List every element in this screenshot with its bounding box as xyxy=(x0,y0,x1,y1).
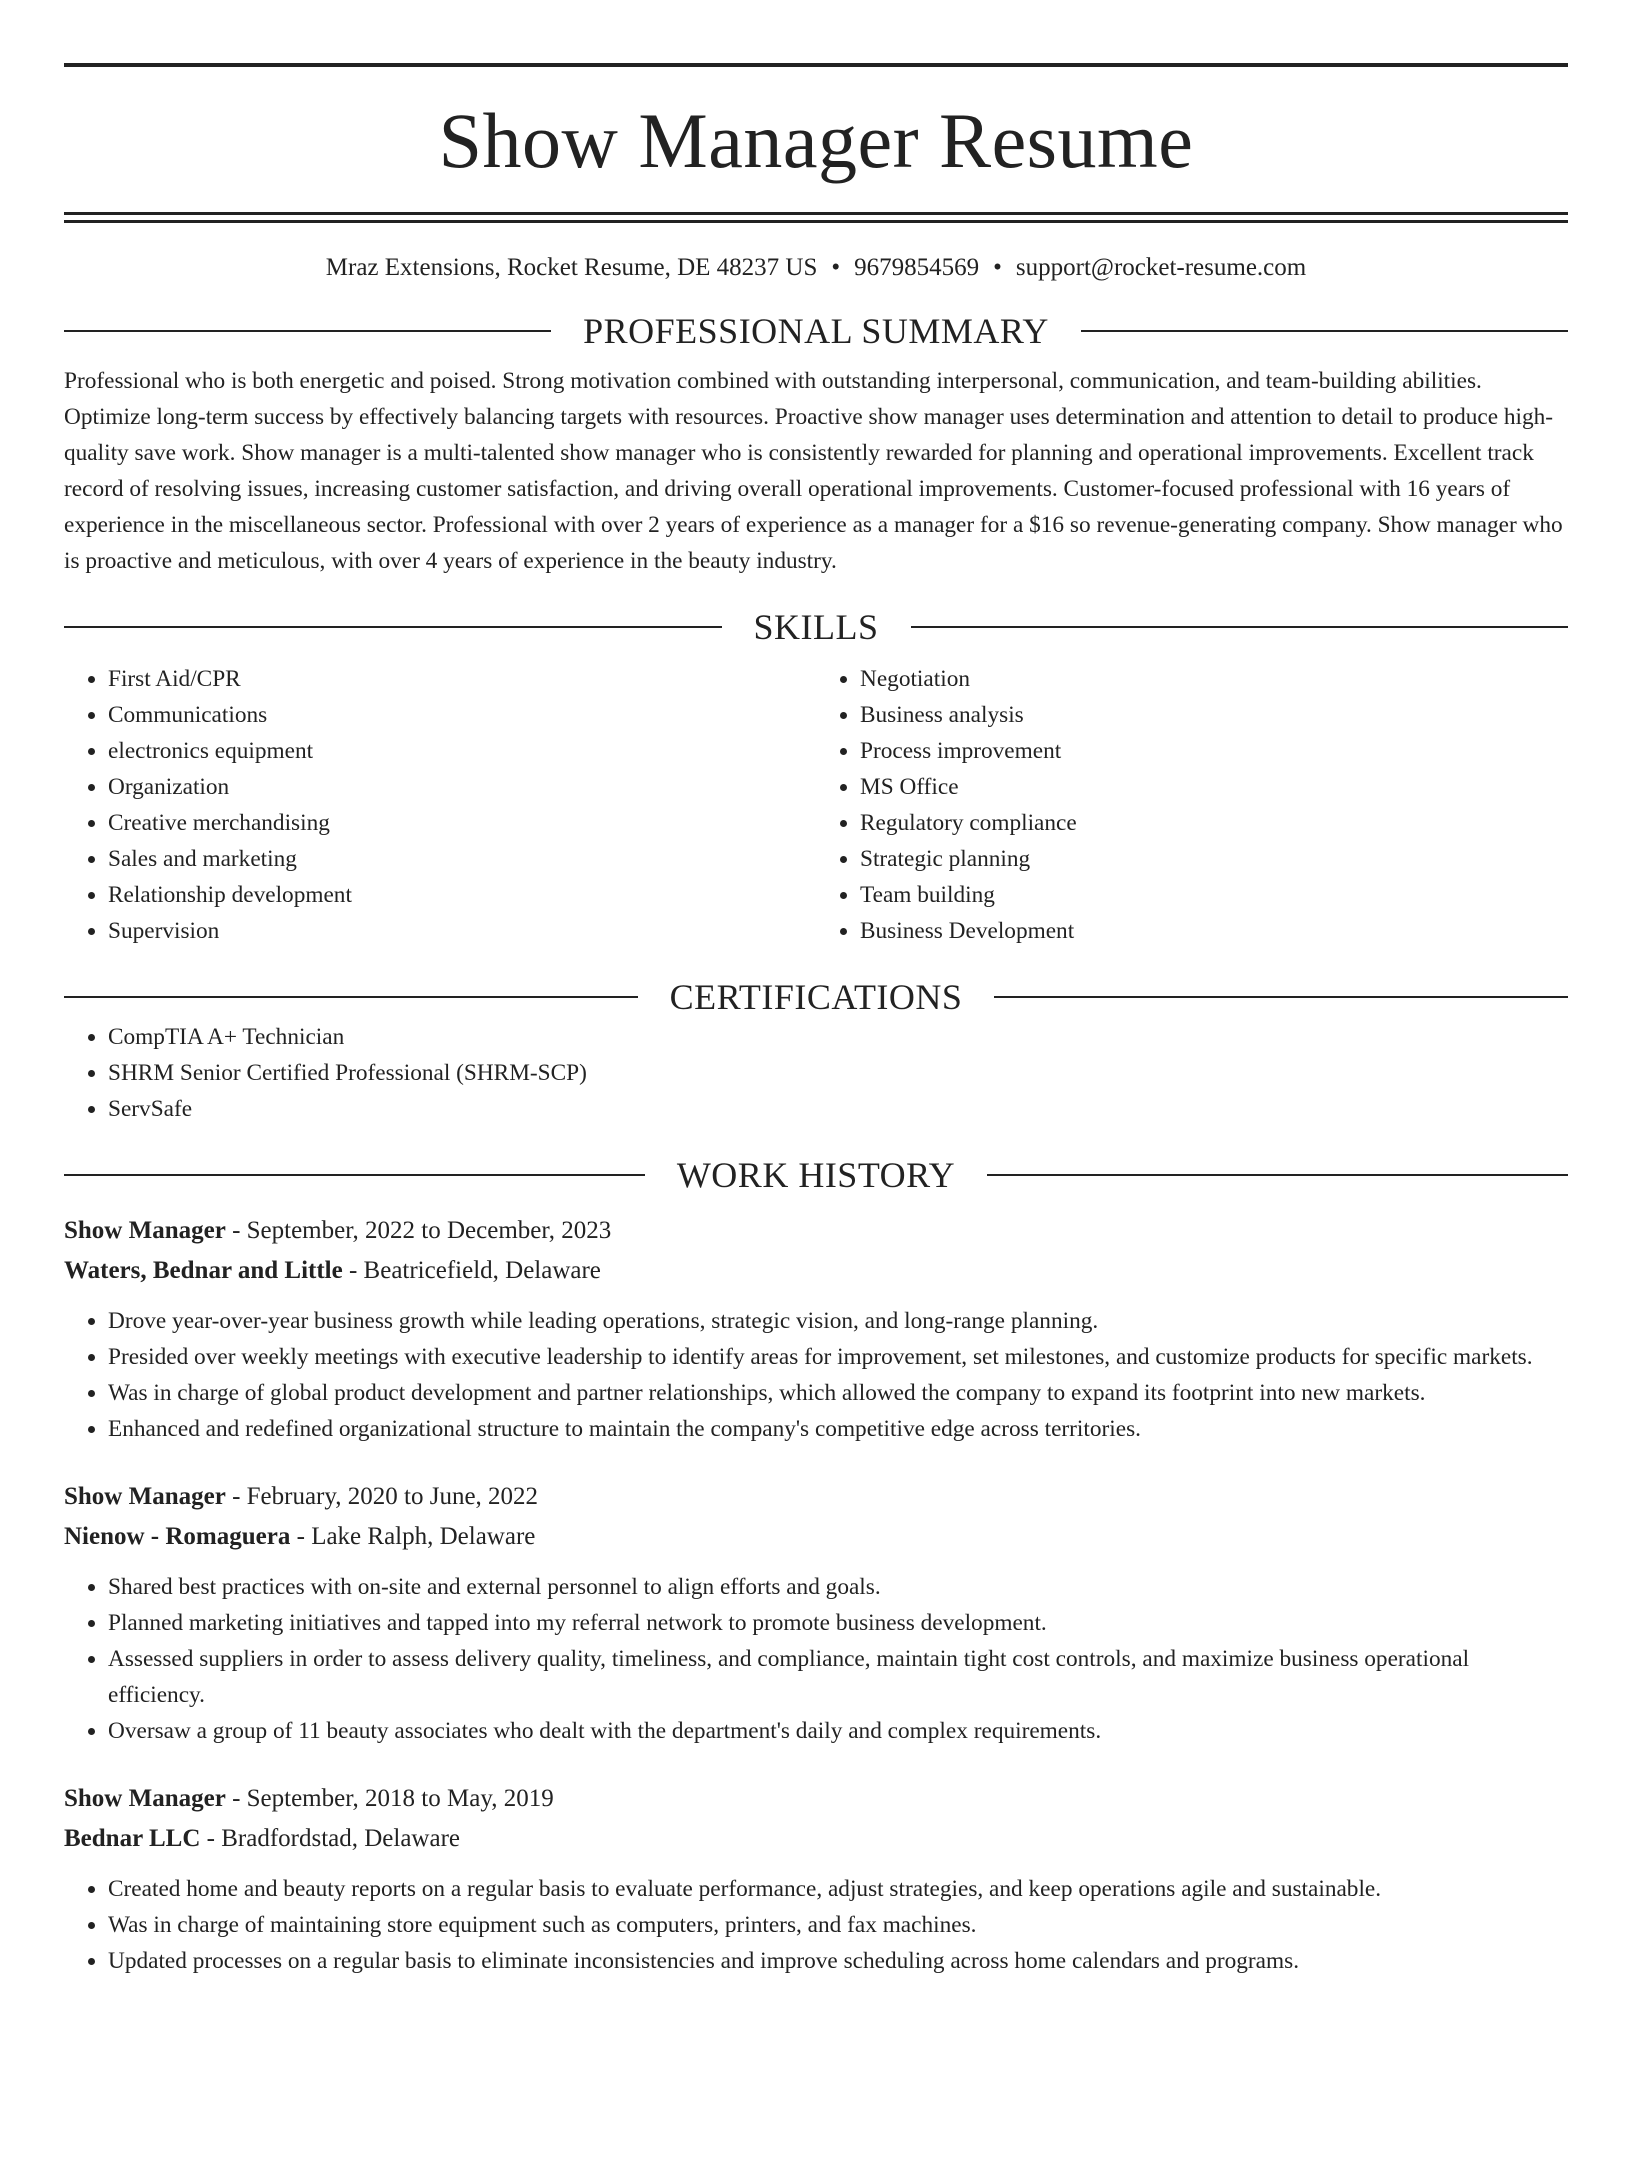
title-double-rule xyxy=(64,212,1568,223)
skill-item: • Team building xyxy=(860,877,1568,913)
skill-item: • Creative merchandising xyxy=(108,805,816,841)
skills-columns xyxy=(64,661,1568,949)
job-bullet: • Oversaw a group of 11 beauty associates who dealt with the department's daily and complex requirements. xyxy=(108,1713,1568,1749)
skills-list-left xyxy=(64,661,816,949)
job-location: Beatricefield, Delaware xyxy=(363,1257,601,1284)
job-bullet: • Enhanced and redefined organizational structure to maintain the company's competitive edge across territories. xyxy=(108,1411,1568,1447)
section-header-certifications xyxy=(64,975,1568,1019)
skill-item: • First Aid/CPR xyxy=(108,661,816,697)
skill-item: • Regulatory compliance xyxy=(860,805,1568,841)
divider xyxy=(1081,330,1568,332)
top-rule xyxy=(64,63,1568,67)
job-location: Bradfordstad, Delaware xyxy=(221,1825,461,1852)
job-company-line: Waters, Bednar and Little - Beatricefield, Delaware xyxy=(64,1257,601,1284)
job-bullet: • Presided over weekly meetings with executive leadership to identify areas for improvement, set milestones, and customize products for specific markets. xyxy=(108,1339,1568,1375)
contact-address: Mraz Extensions, Rocket Resume, DE 48237 US xyxy=(325,254,818,281)
skills-list-right xyxy=(816,661,1568,949)
job-company: Nienow - Romaguera xyxy=(64,1523,291,1550)
resume-page xyxy=(0,63,1632,2175)
skill-item: • Supervision xyxy=(108,913,816,949)
job-company-line: Nienow - Romaguera - Lake Ralph, Delaware xyxy=(64,1523,536,1550)
summary-text: Professional who is both energetic and poised. Strong motivation combined with outstanding interpersonal, communication, and team-building abilities. Optimize long-term success by effectively balancing targets with resources. Proactive show manager uses determination and attention to detail to produce high-quality save work. Show manager is a multi-talented show manager who is consistently rewarded for planning and operational improvements. Excellent track record of resolving issues, increasing customer satisfaction, and driving overall operational improvements. Customer-focused professional with 16 years of experience in the miscellaneous sector. Professional with over 2 years of experience as a manager for a $16 so revenue-generating company. Show manager who is proactive and meticulous, with over 4 years of experience in the beauty industry. xyxy=(64,368,1563,574)
section-header-skills xyxy=(64,605,1568,649)
section-header-summary xyxy=(64,309,1568,353)
section-title-certifications: CERTIFICATIONS xyxy=(669,977,963,1017)
section-title-work-history: WORK HISTORY xyxy=(676,1155,956,1195)
skill-item: • Organization xyxy=(108,769,816,805)
section-title-summary: PROFESSIONAL SUMMARY xyxy=(583,311,1049,351)
skill-item: • electronics equipment xyxy=(108,733,816,769)
page-title: Show Manager Resume xyxy=(438,97,1194,184)
divider xyxy=(911,626,1569,628)
job-title-line: Show Manager - February, 2020 to June, 2022 xyxy=(64,1483,539,1510)
divider xyxy=(994,996,1568,998)
skill-item: • Business Development xyxy=(860,913,1568,949)
job-company-line: Bednar LLC - Bradfordstad, Delaware xyxy=(64,1825,461,1852)
job-bullet: • Was in charge of maintaining store equipment such as computers, printers, and fax machines. xyxy=(108,1907,1568,1943)
certification-item: • ServSafe xyxy=(108,1091,1568,1127)
job-bullet: • Drove year-over-year business growth while leading operations, strategic vision, and long-range planning. xyxy=(108,1303,1568,1339)
job-bullets xyxy=(64,1303,1568,1447)
divider xyxy=(987,1174,1568,1176)
job-company: Bednar LLC xyxy=(64,1825,201,1852)
skill-item: • Strategic planning xyxy=(860,841,1568,877)
job-title-line: Show Manager - September, 2018 to May, 2019 xyxy=(64,1785,554,1812)
job-bullet: • Planned marketing initiatives and tapped into my referral network to promote business development. xyxy=(108,1605,1568,1641)
job-bullet: • Was in charge of global product development and partner relationships, which allowed the company to expand its footprint into new markets. xyxy=(108,1375,1568,1411)
job-title: Show Manager xyxy=(64,1785,226,1812)
contact-email: support@rocket-resume.com xyxy=(1015,254,1307,281)
job-entry xyxy=(64,1779,1568,1979)
job-dates: September, 2022 to December, 2023 xyxy=(246,1217,612,1244)
divider xyxy=(64,626,722,628)
skill-item: • Communications xyxy=(108,697,816,733)
skill-item: • MS Office xyxy=(860,769,1568,805)
skill-item: • Negotiation xyxy=(860,661,1568,697)
contact-separator: • xyxy=(993,254,1002,281)
certification-item: • CompTIA A+ Technician xyxy=(108,1019,1568,1055)
job-bullet: • Updated processes on a regular basis to eliminate inconsistencies and improve scheduling across home calendars and programs. xyxy=(108,1943,1568,1979)
job-title: Show Manager xyxy=(64,1217,226,1244)
certification-item: • SHRM Senior Certified Professional (SHRM-SCP) xyxy=(108,1055,1568,1091)
job-dates: February, 2020 to June, 2022 xyxy=(246,1483,539,1510)
skill-item: • Business analysis xyxy=(860,697,1568,733)
job-bullet: • Shared best practices with on-site and external personnel to align efforts and goals. xyxy=(108,1569,1568,1605)
skill-item: • Relationship development xyxy=(108,877,816,913)
job-title-line: Show Manager - September, 2022 to December, 2023 xyxy=(64,1217,612,1244)
job-entry xyxy=(64,1211,1568,1447)
job-bullet: • Created home and beauty reports on a regular basis to evaluate performance, adjust strategies, and keep operations agile and sustainable. xyxy=(108,1871,1568,1907)
divider xyxy=(64,330,551,332)
contact-phone: 9679854569 xyxy=(854,254,980,281)
job-dates: September, 2018 to May, 2019 xyxy=(246,1785,554,1812)
contact-separator: • xyxy=(831,254,841,281)
job-bullet: • Assessed suppliers in order to assess delivery quality, timeliness, and compliance, maintain tight cost controls, and maximize business operational efficiency. xyxy=(108,1641,1568,1713)
skill-item: • Sales and marketing xyxy=(108,841,816,877)
job-title: Show Manager xyxy=(64,1483,226,1510)
job-entry xyxy=(64,1477,1568,1749)
job-location: Lake Ralph, Delaware xyxy=(311,1523,536,1550)
section-title-skills: SKILLS xyxy=(753,607,879,647)
section-header-work-history xyxy=(64,1153,1568,1197)
certifications-list xyxy=(64,1019,1568,1127)
divider xyxy=(64,996,638,998)
job-bullets xyxy=(64,1569,1568,1749)
contact-line xyxy=(64,253,1568,283)
job-bullets xyxy=(64,1871,1568,1979)
skill-item: • Process improvement xyxy=(860,733,1568,769)
divider xyxy=(64,1174,645,1176)
job-company: Waters, Bednar and Little xyxy=(64,1257,343,1284)
